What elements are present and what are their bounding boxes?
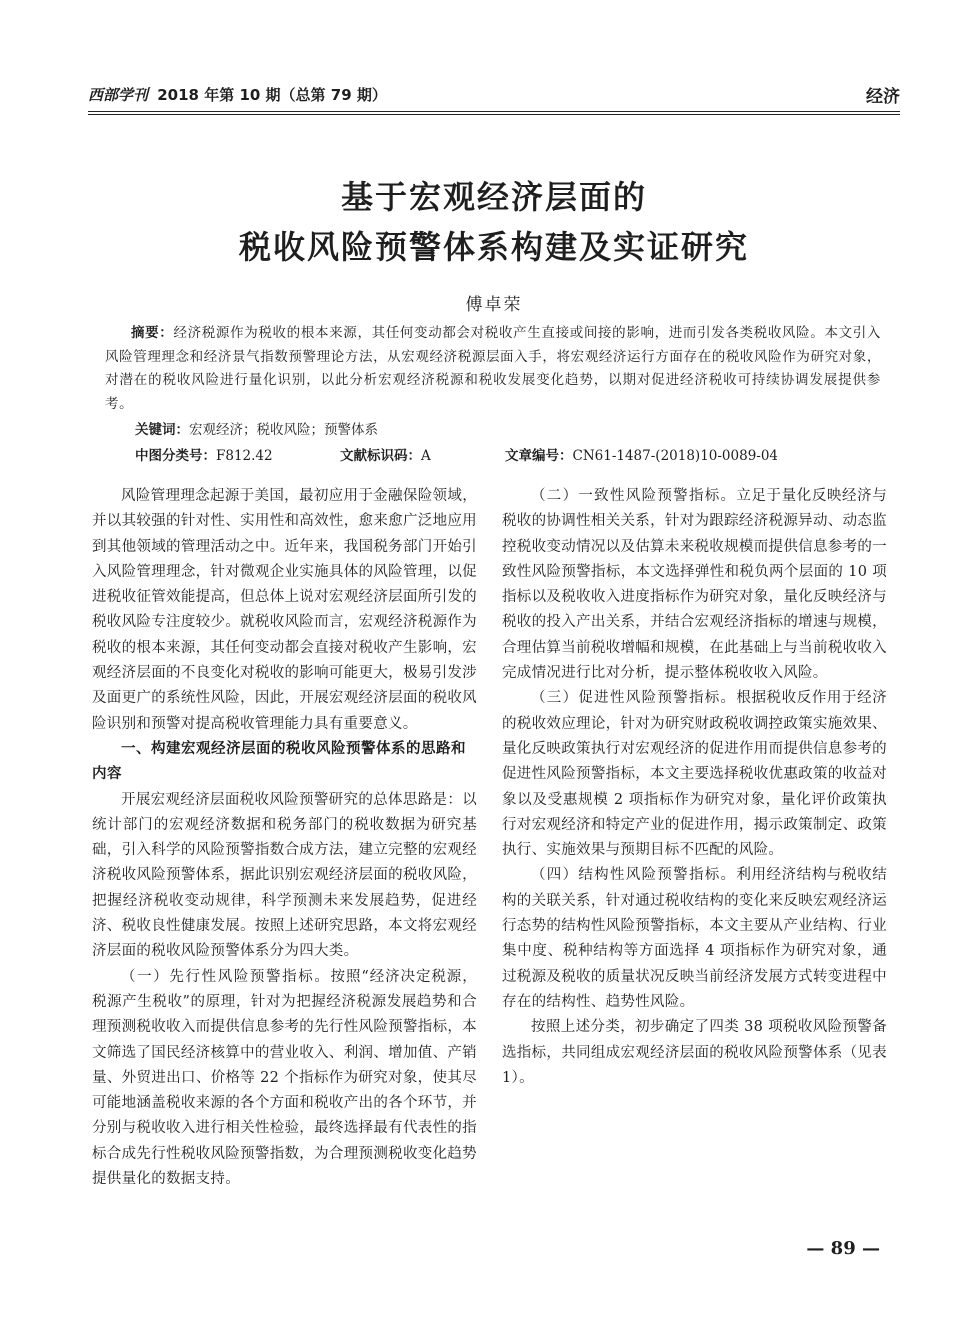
paragraph-promoting-indicators (502, 686, 887, 863)
doc-code-value: A (421, 448, 431, 464)
paragraph-summary: 按照上述分类，初步确定了四类 38 项税收风险预警备选指标，共同组成宏观经济层面的税收风险预警体系（见表 1）。 (502, 1019, 887, 1086)
article-title-line1: 基于宏观经济层面的 (340, 178, 647, 216)
article-number (505, 444, 778, 464)
author: 傅卓荣 (465, 295, 523, 315)
doc-code (340, 444, 431, 464)
article-number-label: 文章编号： (505, 448, 573, 464)
abstract-label: 摘要： (131, 325, 174, 341)
article-number-value: CN61-1487-(2018)10-0089-04 (572, 448, 779, 464)
paragraph-leading-indicators (92, 965, 477, 1193)
clc-number (135, 444, 273, 464)
running-header (88, 82, 900, 108)
article-title-line2: 税收风险预警体系构建及实证研究 (238, 228, 749, 266)
journal-name: 西部学刊 (88, 86, 149, 104)
journal-info (88, 84, 387, 105)
issue-info: 2018 年第 10 期（总第 79 期） (157, 86, 387, 104)
coincident-indicators-text: 立足于量化反映经济与税收的协调性相关关系，针对为跟踪经济税源异动、动态监控税收变动情况以及估算未来税收规模而提供信息参考的一致性风险预警指标，本文选择弹性和税负两个层面的 10 项指标以及税收收入进度指标作为研究对象，量化反映经济与税收的投入产出关系，并结合宏观经济指标的增速与规模，合理估算当前税收增幅和规模，在此基础上与当前税收收入完成情况进行比对分析，提示整体税收收入风险。 (502, 488, 888, 682)
paragraph-structural-indicators (502, 863, 887, 1015)
structural-indicators-text: 利用经济结构与税收结构的关联关系，针对通过税收结构的变化来反映宏观经济运行态势的结构性风险预警指标，本文主要从产业结构、行业集中度、税种结构等方面选择 4 项指标作为研究对象，通过税源及税收的质量状况反映当前经济发展方式转变进程中存在的结构性、趋势性风险。 (502, 867, 888, 1010)
abstract-text: 经济税源作为税收的根本来源，其任何变动都会对税收产生直接或间接的影响，进而引发各类税收风险。本文引入风险管理理念和经济景气指数预警理论方法，从宏观经济税源层面入手，将宏观经济运行方面存在的税收风险作为研究对象，对潜在的税收风险进行量化识别，以此分析宏观经济税源和税收发展变化趋势，以期对促进经济税收可持续协调发展提供参考。 (105, 325, 881, 412)
clc-value: F812.42 (216, 448, 273, 464)
header-rule-thin (88, 114, 900, 115)
left-column (92, 484, 477, 1192)
promoting-indicators-text: 根据税收反作用于经济的税收效应理论，针对为研究财政税收调控政策实施效果、量化反映政策执行对宏观经济的促进作用而提供信息参考的促进性风险预警指标，本文主要选择税收优惠政策的收益对象以及受惠规模 2 项指标作为研究对象，量化评价政策执行对宏观经济和特定产业的促进作用，揭示政策制定、政策执行、实施效果与预期目标不匹配的风险。 (502, 690, 888, 859)
section-tag: 经济 (866, 87, 900, 107)
paragraph-intro: 风险管理理念起源于美国，最初应用于金融保险领域，并以其较强的针对性、实用性和高效性，愈来愈广泛地应用到其他领域的管理活动之中。近年来，我国税务部门开始引入风险管理理念，针对微观企业实施具体的风险管理，以促进税收征管效能提高，但总体上说对宏观经济层面所引发的税收风险专注度较少。就税收风险而言，宏观经济税源作为税收的根本来源，其任何变动都会直接对税收产生影响，宏观经济层面的不良变化对税收的影响可能更大，极易引发涉及面更广的系统性风险，因此，开展宏观经济层面的税收风险识别和预警对提高税收管理能力具有重要意义。 (92, 488, 477, 732)
paragraph-approach: 开展宏观经济层面税收风险预警研究的总体思路是：以统计部门的宏观经济数据和税务部门的税收数据为研究基础，引入科学的风险预警指数合成方法，建立完整的宏观经济税收风险预警体系，据此识别宏观经济层面的税收风险，把握经济税收变动规律，科学预测未来发展趋势，促进经济、税收良性健康发展。按照上述研究思路，本文将宏观经济层面的税收风险预警体系分为四大类。 (92, 791, 477, 960)
keywords-text: 宏观经济；税收风险；预警体系 (189, 422, 378, 438)
subheading-leading: （一）先行性风险预警指标。 (121, 968, 331, 985)
leading-indicators-text: 按照“经济决定税源，税源产生税收”的原理，针对为把握经济税源发展趋势和合理预测税收收入而提供信息参考的先行性风险预警指标，本文筛选了国民经济核算中的营业收入、利润、增加值、产销量、外贸进出口、价格等 22 个指标作为研究对象，使其尽可能地涵盖税收来源的各个方面和税收产出的各个环节，并分别与税收收入进行相关性检验，最终选择最有代表性的指标合成先行性税收风险预警指数，为合理预测税收变化趋势提供量化的数据支持。 (92, 968, 477, 1188)
header-rule (88, 111, 900, 112)
page-number: — 89 — (806, 1238, 880, 1259)
abstract (105, 322, 881, 416)
subheading-coincident: （二）一致性风险预警指标。 (531, 488, 737, 504)
keywords (135, 418, 378, 438)
doc-code-label: 文献标识码： (340, 448, 421, 464)
paragraph-coincident-indicators (502, 484, 887, 686)
right-column (502, 484, 887, 1091)
subheading-promoting: （三）促进性风险预警指标。 (531, 690, 737, 707)
keywords-label: 关键词： (135, 422, 189, 438)
clc-label: 中图分类号： (135, 448, 216, 464)
subheading-structural: （四）结构性风险预警指标。 (531, 867, 737, 884)
section-heading-1: 一、构建宏观经济层面的税收风险预警体系的思路和内容 (92, 740, 466, 783)
